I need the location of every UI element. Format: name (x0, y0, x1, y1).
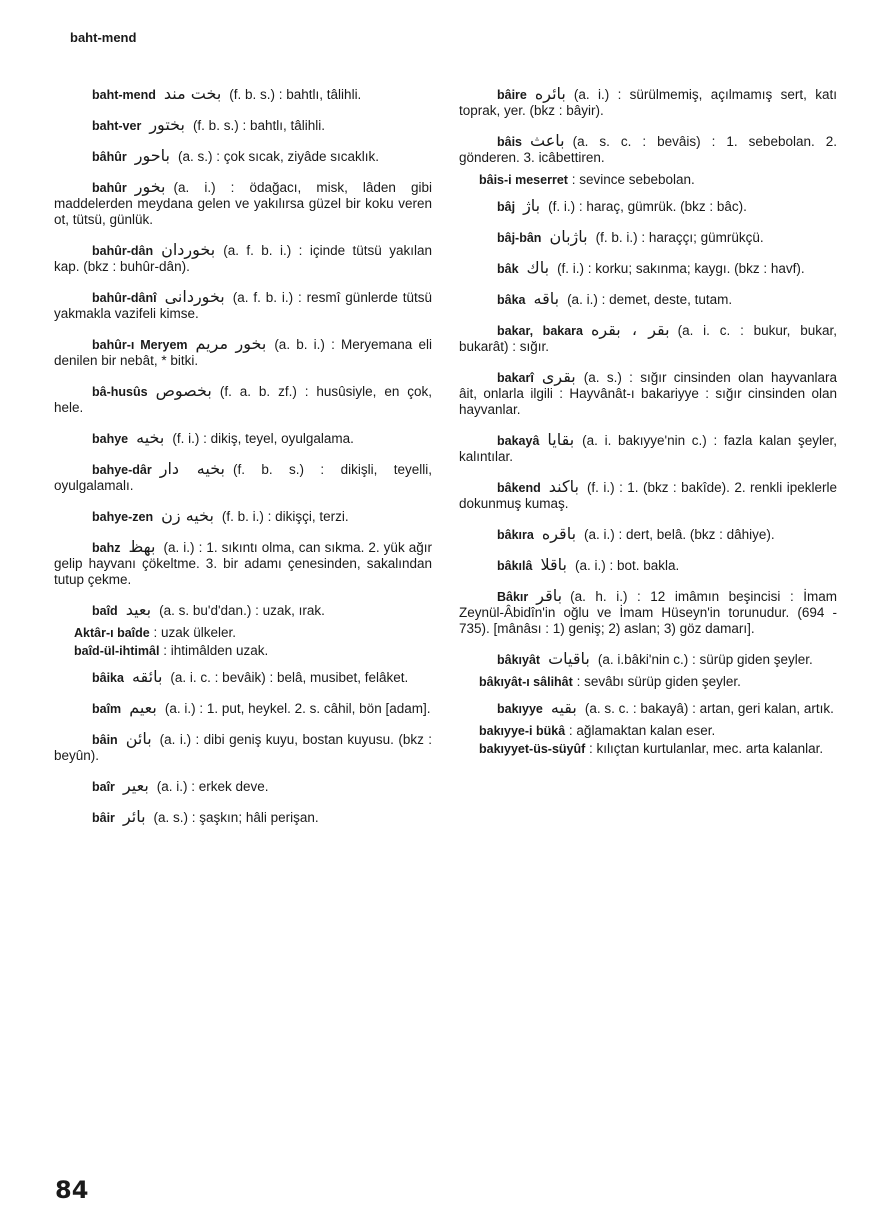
definition: (f. i.) : haraç, gümrük. (bkz : bâc). (548, 199, 747, 214)
arabic-spelling: بخيه دار (159, 459, 225, 478)
headword: baîd (92, 604, 118, 618)
dictionary-entry (54, 778, 432, 795)
left-column (54, 86, 432, 840)
headword: bâhûr (92, 150, 127, 164)
headword: bâkıyât-ı sâlihât (479, 675, 573, 689)
headword: bâir (92, 811, 115, 825)
headword: bakıyyet-üs-süyûf (479, 742, 586, 756)
headword: bahûr-ı Meryem (92, 338, 188, 352)
sub-entry (54, 643, 432, 659)
sub-entry (459, 723, 837, 739)
arabic-spelling: بائر (122, 807, 146, 826)
arabic-spelling: بعير (122, 776, 149, 795)
definition: (f. b. s.) : bahtlı, tâlihli. (192, 118, 325, 133)
headword: bâika (92, 671, 124, 685)
arabic-spelling: بخور مريم (195, 334, 267, 353)
headword: bâkıra (497, 528, 534, 542)
definition: (a. i.) : demet, deste, tutam. (567, 292, 733, 307)
headword: bakıyye-i bükâ (479, 724, 566, 738)
definition: (a. i.) : ödağacı, misk, lâden gibi maddelerden meydana gelen ve yakılırsa güzel bir koku veren ot, tütsü, günlük. (54, 180, 432, 227)
headword: baîm (92, 702, 122, 716)
arabic-spelling: بعيم (129, 698, 157, 717)
headword: bahye-dâr (92, 463, 152, 477)
definition: (a. i.) : 1. put, heykel. 2. s. câhil, bön [adam]. (164, 701, 431, 716)
headword: bâka (497, 293, 526, 307)
definition: (a. i.) : 1. sıkıntı olma, can sıkma. 2. yük ağır gelip hayvanı çökeltme. 3. bir adamı çenesinden, sakalından tutup çekme. (54, 540, 432, 587)
definition: : ihtimâlden uzak. (163, 643, 269, 658)
arabic-spelling: باقه (533, 289, 560, 308)
definition: (f. a. b. zf.) : husûsiyle, en çok, hele. (54, 384, 432, 415)
definition: (a. b. i.) : Meryemana eli denilen bir nebât, * bitki. (54, 337, 433, 368)
definition: (a. i. bakıyye'nin c.) : fazla kalan şeyler, kalıntılar. (459, 433, 837, 464)
definition: (a. i.) : bot. bakla. (574, 558, 680, 573)
headword: bâkıyât (497, 653, 541, 667)
definition: : kılıçtan kurtulanlar, mec. arta kalanlar. (589, 741, 824, 756)
right-column (459, 86, 837, 767)
dictionary-entry (459, 651, 837, 668)
dictionary-entry (459, 229, 837, 246)
dictionary-entry (54, 289, 432, 322)
headword: bâj-bân (497, 231, 542, 245)
arabic-spelling: بقرى (541, 367, 576, 386)
dictionary-entry (459, 700, 837, 717)
headword: bahye-zen (92, 510, 154, 524)
dictionary-entry (54, 383, 432, 416)
definition: : sevâbı sürüp giden şeyler. (576, 674, 741, 689)
dictionary-entry (459, 588, 837, 637)
headword: bâis (497, 135, 523, 149)
dictionary-entry (54, 117, 432, 134)
arabic-spelling: باژبان (549, 227, 588, 246)
definition: (a. s. c. : bakayâ) : artan, geri kalan, artık. (584, 701, 834, 716)
headword: bakayâ (497, 434, 540, 448)
headword: bâin (92, 733, 118, 747)
headword: bâkılâ (497, 559, 533, 573)
dictionary-entry (54, 602, 432, 619)
dictionary-entry (459, 526, 837, 543)
dictionary-entry (54, 669, 432, 686)
definition: (a. h. i.) : 12 imâmın beşincisi : İmam Zeynül-Âbidîn'in oğlu ve İmam Hüseyn'in torunudur. (694 - 735). [mânâsı : 1) geniş; 2) aslan; 3) göz damarı]. (459, 589, 837, 636)
headword: bâj (497, 200, 516, 214)
arabic-spelling: باك (526, 258, 550, 277)
definition: (a. f. b. i.) : resmî günlerde tütsü yakmakla vazifeli kimse. (54, 290, 432, 321)
definition: (a. s.) : şaşkın; hâli perişan. (153, 810, 319, 825)
headword: bahûr-dânî (92, 291, 157, 305)
headword: baîr (92, 780, 115, 794)
arabic-spelling: باقلا (540, 555, 567, 574)
headword: bakarî (497, 371, 534, 385)
definition: (f. b. i.) : haraççı; gümrükçü. (595, 230, 764, 245)
definition: (a. f. b. i.) : içinde tütsü yakılan kap. (bkz : buhûr-dân). (54, 243, 432, 274)
dictionary-entry (459, 369, 837, 418)
arabic-spelling: بقر ، بقره (591, 320, 670, 339)
definition: (f. i.) : dikiş, teyel, oyulgalama. (172, 431, 354, 446)
dictionary-entry (54, 179, 432, 228)
arabic-spelling: بخوردان (161, 240, 216, 259)
headword: Bâkır (497, 590, 529, 604)
arabic-spelling: باعث (530, 131, 565, 150)
arabic-spelling: باقيات (548, 649, 590, 668)
headword: Aktâr-ı baîde (74, 626, 150, 640)
arabic-spelling: باكند (548, 477, 579, 496)
arabic-spelling: باژ (523, 196, 541, 215)
headword: bâkend (497, 481, 541, 495)
sub-entry (54, 625, 432, 641)
arabic-spelling: باقر (536, 586, 563, 605)
definition: (a. i.) : dert, belâ. (bkz : dâhiye). (584, 527, 775, 542)
definition: (a. s. c. : bevâis) : 1. sebebolan. 2. gönderen. 3. icâbettiren. (459, 134, 837, 165)
dictionary-entry (54, 148, 432, 165)
arabic-spelling: بائقه (131, 667, 163, 686)
page-number: 84 (55, 1176, 89, 1204)
headword: bâire (497, 88, 527, 102)
definition: (a. s.) : sığır cinsinden olan hayvanlara âit, onlarla ilgili : Hayvânât-ı bakariyye : sığır cinsinden olan hayvanlar. (459, 370, 837, 417)
arabic-spelling: بقيه (550, 698, 577, 717)
definition: (a. i. c. : bevâik) : belâ, musibet, felâket. (170, 670, 409, 685)
dictionary-entry (459, 86, 837, 119)
sub-entry (459, 172, 837, 188)
dictionary-entry (54, 86, 432, 103)
arabic-spelling: باحور (134, 146, 170, 165)
definition: : uzak ülkeler. (153, 625, 237, 640)
headword: bâk (497, 262, 519, 276)
dictionary-entry (459, 291, 837, 308)
dictionary-entry (459, 198, 837, 215)
definition: : ağlamaktan kalan eser. (568, 723, 716, 738)
dictionary-entry (54, 539, 432, 588)
sub-entry (459, 674, 837, 690)
dictionary-entry (54, 731, 432, 764)
headword: bahûr (92, 181, 127, 195)
dictionary-entry (459, 322, 837, 355)
dictionary-entry (459, 260, 837, 277)
dictionary-entry (54, 809, 432, 826)
definition: (a. s. bu'd'dan.) : uzak, ırak. (159, 603, 325, 618)
dictionary-entry (54, 508, 432, 525)
headword: bahz (92, 541, 121, 555)
arabic-spelling: باقره (541, 524, 577, 543)
dictionary-entry (459, 133, 837, 166)
definition: : sevince sebebolan. (571, 172, 695, 187)
headword: bâ-husûs (92, 385, 148, 399)
arabic-spelling: بخيه زن (161, 506, 214, 525)
headword: bâis-i meserret (479, 173, 568, 187)
definition: (a. i.) : dibi geniş kuyu, bostan kuyusu. (bkz : beyûn). (54, 732, 432, 763)
definition: (f. b. i.) : dikişçi, terzi. (221, 509, 349, 524)
headword: bahûr-dân (92, 244, 154, 258)
definition: (f. i.) : korku; sakınma; kaygı. (bkz : havf). (557, 261, 805, 276)
arabic-spelling: بائن (125, 729, 152, 748)
arabic-spelling: بعيد (125, 600, 152, 619)
dictionary-entry (54, 242, 432, 275)
headword: bakar, bakara (497, 324, 583, 338)
dictionary-entry (459, 479, 837, 512)
arabic-spelling: بهظ (128, 537, 156, 556)
definition: (a. i. c. : bukur, bukar, bukarât) : sığır. (459, 323, 838, 354)
arabic-spelling: بخور (134, 177, 166, 196)
dictionary-entry (54, 336, 432, 369)
headword: baîd-ül-ihtimâl (74, 644, 160, 658)
definition: (a. i.) : sürülmemiş, açılmamış sert, katı toprak, yer. (bkz : bâyir). (459, 87, 837, 118)
arabic-spelling: بقايا (547, 430, 575, 449)
dictionary-entry (459, 432, 837, 465)
arabic-spelling: بخصوص (155, 381, 212, 400)
dictionary-entry (54, 700, 432, 717)
sub-entry (459, 741, 837, 757)
definition: (a. i.bâki'nin c.) : sürüp giden şeyler. (597, 652, 813, 667)
definition: (a. i.) : erkek deve. (156, 779, 269, 794)
headword: bahye (92, 432, 129, 446)
arabic-spelling: بختور (149, 115, 185, 134)
definition: (a. s.) : çok sıcak, ziyâde sıcaklık. (177, 149, 380, 164)
dictionary-entry (54, 461, 432, 494)
definition: (f. i.) : 1. (bkz : bakîde). 2. renkli ipeklerle dokunmuş kumaş. (459, 480, 837, 511)
arabic-spelling: بائره (534, 84, 566, 103)
headword: baht-ver (92, 119, 142, 133)
headword: bakıyye (497, 702, 543, 716)
headword: baht-mend (92, 88, 156, 102)
definition: (f. b. s.) : dikişli, teyelli, oyulgalamalı. (54, 462, 432, 493)
arabic-spelling: بخت مند (163, 84, 222, 103)
definition: (f. b. s.) : bahtlı, tâlihli. (229, 87, 362, 102)
arabic-spelling: بخوردانى (164, 287, 225, 306)
running-head: baht-mend (70, 30, 137, 45)
dictionary-entry (54, 430, 432, 447)
arabic-spelling: بخيه (136, 428, 165, 447)
dictionary-entry (459, 557, 837, 574)
